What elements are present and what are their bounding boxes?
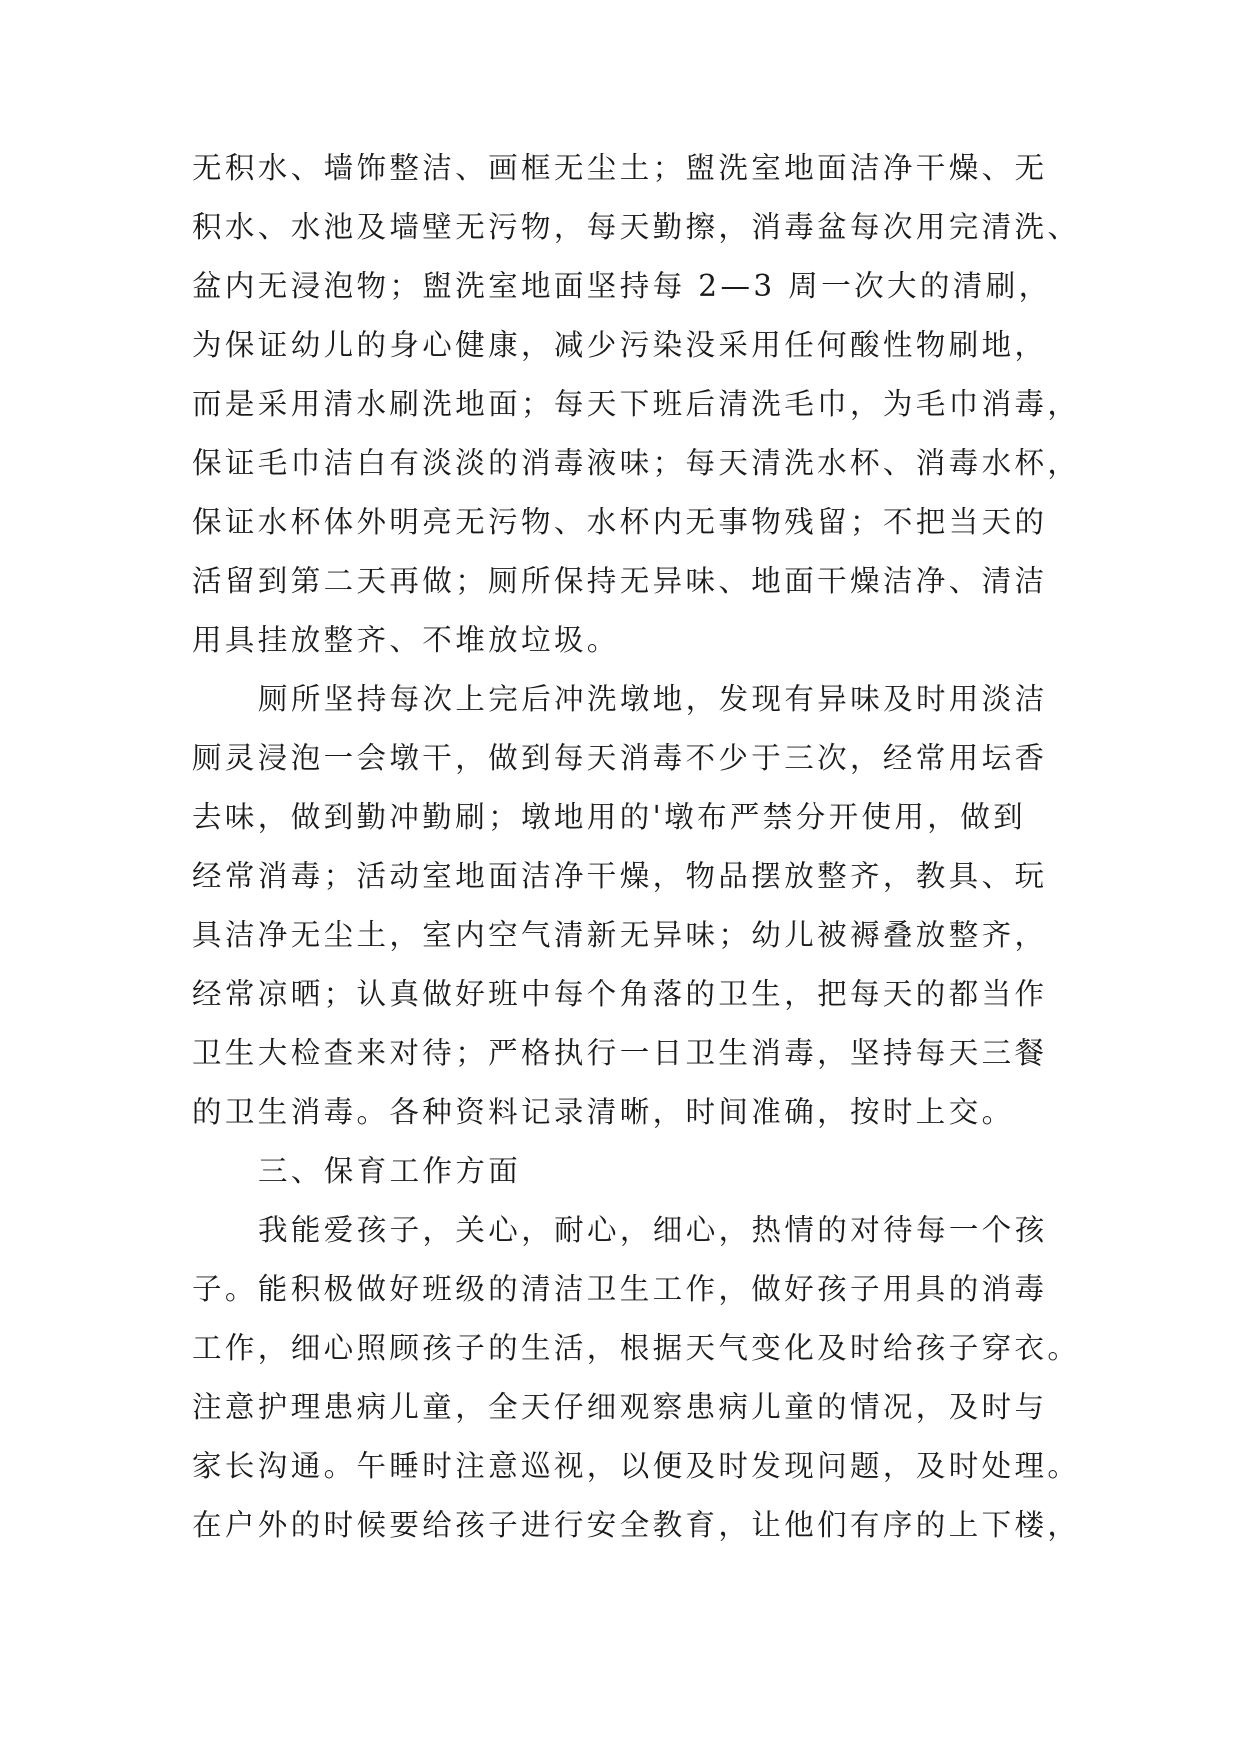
text-line: 在户外的时候要给孩子进行安全教育，让他们有序的上下楼， — [192, 1508, 1081, 1542]
text-line: 家长沟通。午睡时注意巡视，以便及时发现问题，及时处理。 — [192, 1449, 1081, 1483]
text-line: 经常凉晒；认真做好班中每个角落的卫生，把每天的都当作 — [192, 977, 1048, 1011]
text-line: 经常消毒；活动室地面洁净干燥，物品摆放整齐，教具、玩 — [192, 859, 1048, 893]
text-line: 工作，细心照顾孩子的生活，根据天气变化及时给孩子穿衣。 — [192, 1331, 1081, 1365]
text-line: 为保证幼儿的身心健康，减少污染没采用任何酸性物刷地， — [192, 328, 1048, 362]
text-line: 子。能积极做好班级的清洁卫生工作，做好孩子用具的消毒 — [192, 1272, 1048, 1306]
text-line: 用具挂放整齐、不堆放垃圾。 — [192, 623, 620, 657]
text-line: 的卫生消毒。各种资料记录清晰，时间准确，按时上交。 — [192, 1095, 1015, 1129]
text-line: 注意护理患病儿童，全天仔细观察患病儿童的情况，及时与 — [192, 1390, 1048, 1424]
text-line: 积水、水池及墙壁无污物，每天勤擦，消毒盆每次用完清洗、 — [192, 210, 1081, 244]
paragraph-start-line: 厕所坚持每次上完后冲洗墩地，发现有异味及时用淡洁 — [258, 682, 1048, 716]
text-line: 卫生大检查来对待；严格执行一日卫生消毒，坚持每天三餐 — [192, 1036, 1048, 1070]
text-line: 而是采用清水刷洗地面；每天下班后清洗毛巾，为毛巾消毒， — [192, 387, 1081, 421]
paragraph-start-line: 我能爱孩子，关心，耐心，细心，热情的对待每一个孩 — [258, 1213, 1048, 1247]
text-line: 活留到第二天再做；厕所保持无异味、地面干燥洁净、清洁 — [192, 564, 1048, 598]
text-line: 厕灵浸泡一会墩干，做到每天消毒不少于三次，经常用坛香 — [192, 741, 1048, 775]
text-line: 无积水、墙饰整洁、画框无尘土；盥洗室地面洁净干燥、无 — [192, 151, 1048, 185]
text-line: 盆内无浸泡物；盥洗室地面坚持每 2—3 周一次大的清刷， — [192, 269, 1052, 303]
text-line: 保证水杯体外明亮无污物、水杯内无事物残留；不把当天的 — [192, 505, 1048, 539]
section-heading: 三、保育工作方面 — [258, 1154, 522, 1188]
text-line: 具洁净无尘土，室内空气清新无异味；幼儿被褥叠放整齐， — [192, 918, 1048, 952]
text-line: 保证毛巾洁白有淡淡的消毒液味；每天清洗水杯、消毒水杯， — [192, 446, 1081, 480]
text-line: 去味，做到勤冲勤刷；墩地用的'墩布严禁分开使用，做到 — [192, 800, 1027, 834]
document-body — [192, 139, 1081, 1555]
